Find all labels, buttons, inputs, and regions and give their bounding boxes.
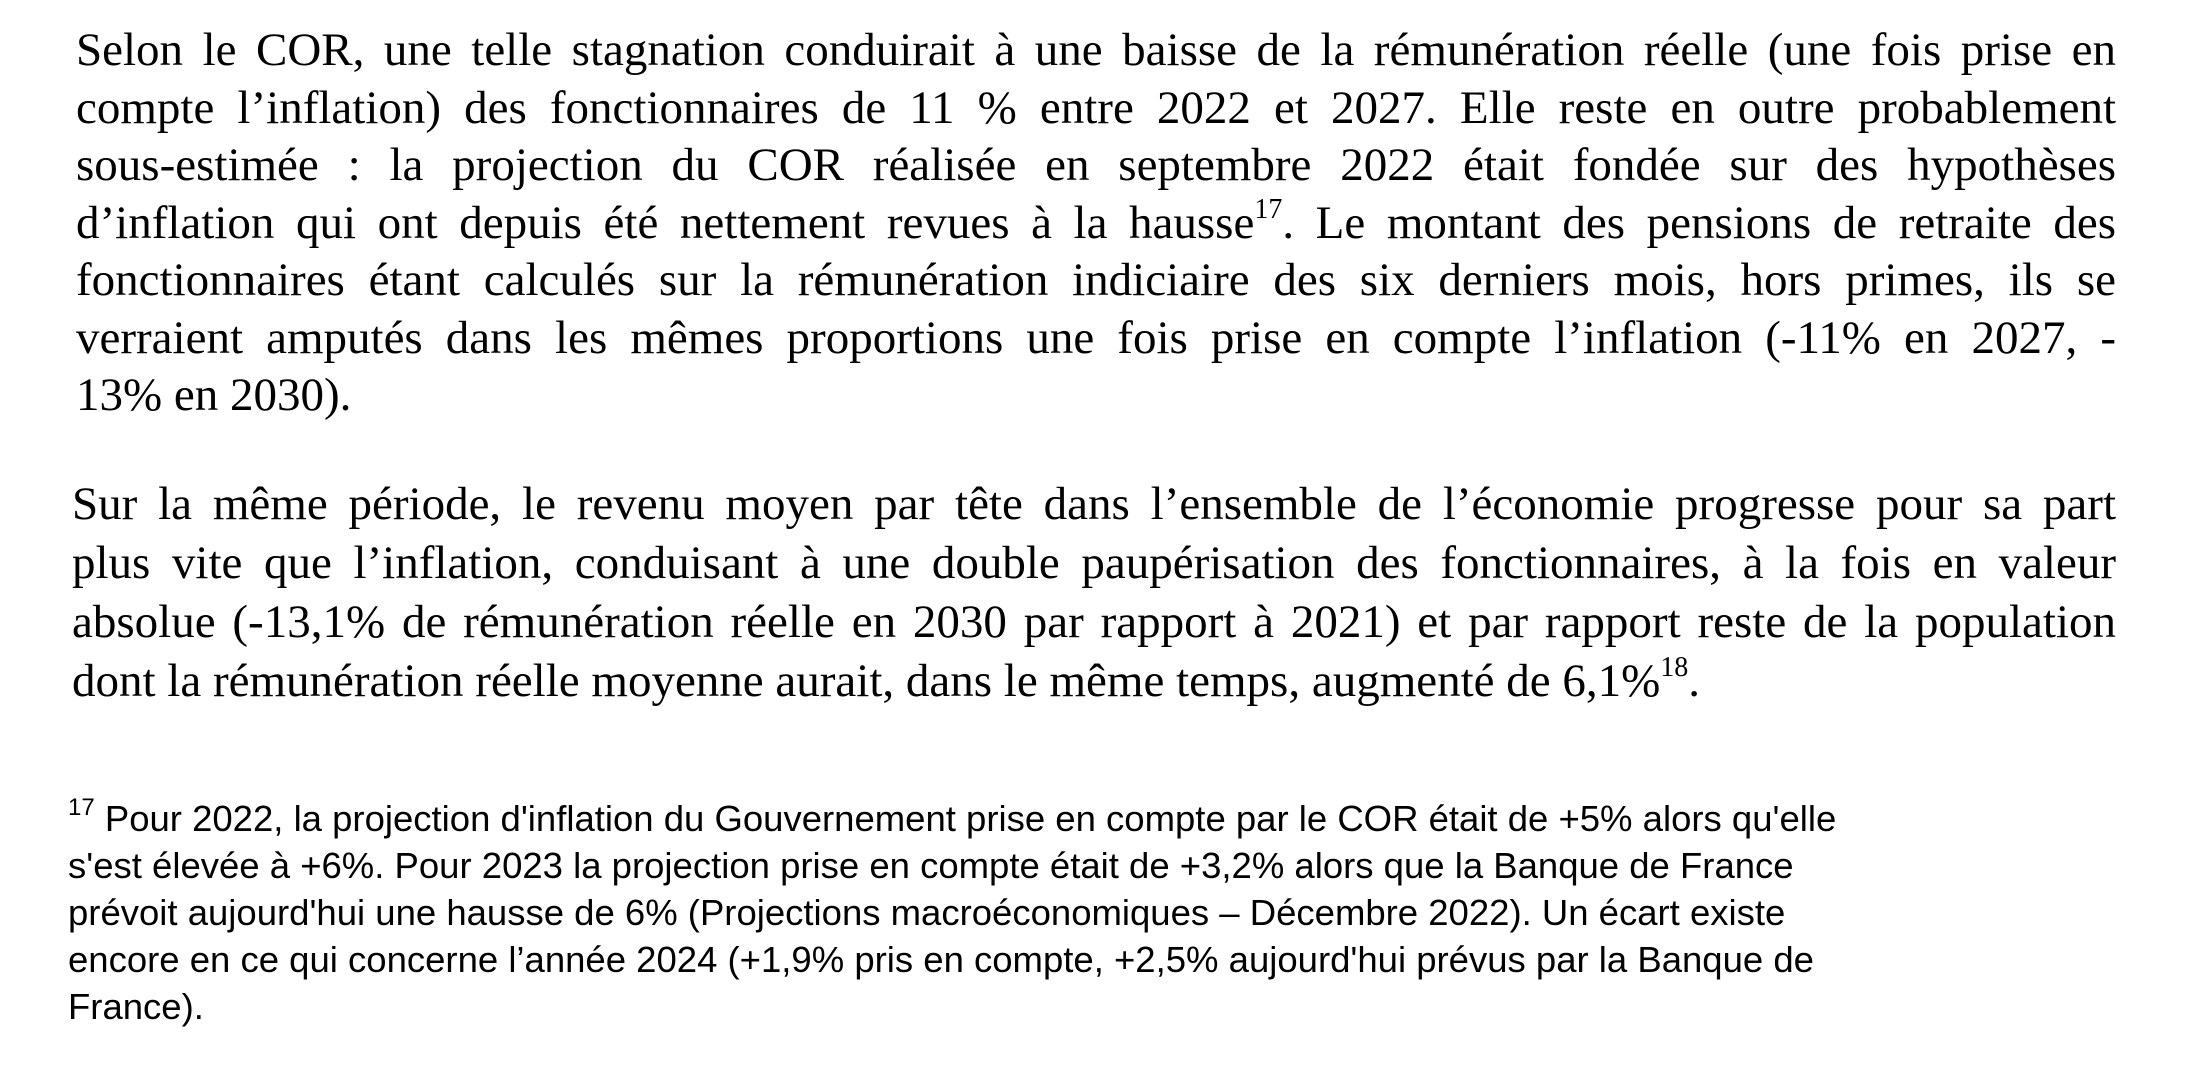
paragraph-line-part: . (1688, 655, 1701, 707)
paragraph-line: Sur la même période, le revenu moyen par tête dans l’ensemble de l’économie progresse pour sa part (72, 478, 2116, 530)
paragraph-line: 13% en 2030). (76, 369, 352, 421)
footnote-17 (68, 795, 2068, 1030)
footnote-line: s'est élevée à +6%. Pour 2023 la projection prise en compte était de +3,2% alors que la Banque de France (68, 845, 1794, 886)
footnote-marker: 17 (68, 794, 95, 821)
footnote-reference-17[interactable]: 17 (1254, 193, 1283, 225)
footnote-line-part: Pour 2022, la projection d'inflation du Gouvernement prise en compte par le COR était de +5% alors qu'elle (94, 798, 1837, 839)
paragraph-line: Selon le COR, une telle stagnation conduirait à une baisse de la rémunération réelle (une fois prise en (76, 24, 2116, 76)
paragraph-line: absolue (-13,1% de rémunération réelle en 2030 par rapport à 2021) et par rapport reste de la population (72, 596, 2116, 648)
paragraph-line-part: d’inflation qui ont depuis été nettement revues à la hausse (76, 196, 1255, 249)
paragraph-line (76, 195, 2116, 253)
paragraph-line: sous-estimée : la projection du COR réalisée en septembre 2022 était fondée sur des hypothèses (76, 139, 2116, 191)
paragraph-line (72, 652, 2116, 711)
paragraph-line-part: dont la rémunération réelle moyenne aurait, dans le même temps, augmenté de 6,1% (72, 655, 1661, 707)
paragraph-line-part: . Le montant des pensions de retraite des (1282, 196, 2116, 249)
footnote-line: encore en ce qui concerne l’année 2024 (+1,9% pris en compte, +2,5% aujourd'hui prévus par la Banque de (68, 939, 1814, 980)
paragraph-line: verraient amputés dans les mêmes proportions une fois prise en compte l’inflation (-11% en 2027, - (76, 311, 2116, 364)
paragraph-line: plus vite que l’inflation, conduisant à une double paupérisation des fonctionnaires, à la fois en valeur (72, 537, 2116, 589)
footnote-line: France). (68, 986, 204, 1027)
paragraph-double-pauperisation (72, 475, 2116, 711)
footnote-reference-18[interactable]: 18 (1660, 652, 1689, 683)
footnote-line: prévoit aujourd'hui une hausse de 6% (Projections macroéconomiques – Décembre 2022). Un écart existe (68, 892, 1786, 933)
paragraph-cor-stagnation (76, 22, 2116, 425)
paragraph-line: compte l’inflation) des fonctionnaires de 11 % entre 2022 et 2027. Elle reste en outre probablement (76, 81, 2116, 134)
footnote-line (68, 795, 2068, 842)
paragraph-line: fonctionnaires étant calculés sur la rémunération indiciaire des six derniers mois, hors primes, ils se (76, 254, 2116, 306)
